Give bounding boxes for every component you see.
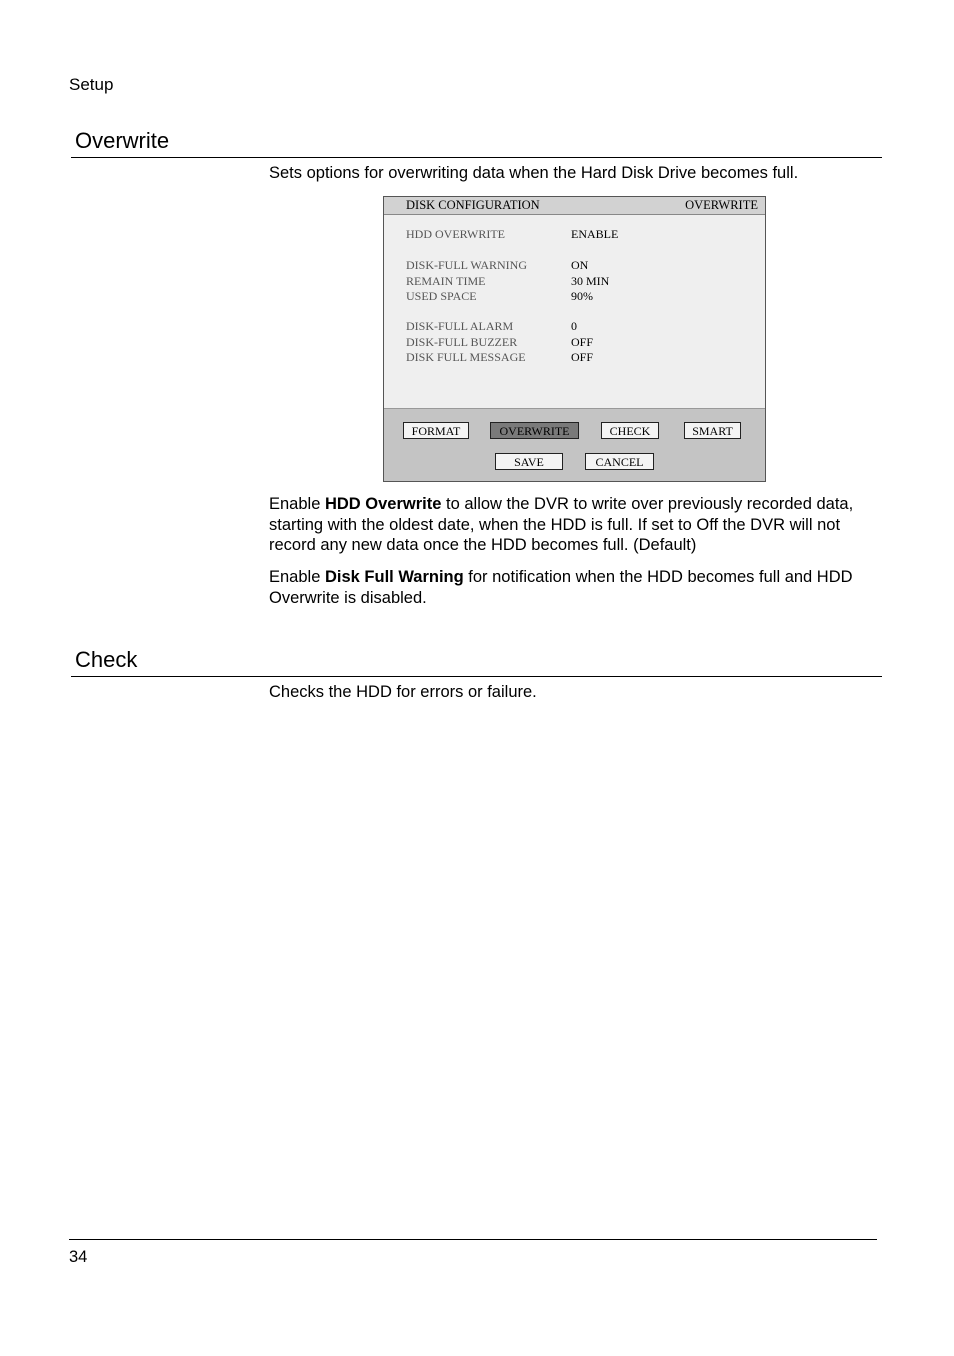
setting-value[interactable]: OFF	[571, 350, 594, 364]
setting-label: DISK-FULL WARNING	[406, 258, 527, 272]
text-prefix: Enable	[269, 568, 325, 586]
term-disk-full-warning: Disk Full Warning	[324, 568, 464, 586]
check-button[interactable]: CHECK	[601, 422, 659, 439]
text-prefix: Enable	[269, 495, 325, 513]
cancel-button[interactable]: CANCEL	[585, 453, 654, 470]
setting-label: DISK FULL MESSAGE	[406, 350, 526, 364]
term-hdd-overwrite: HDD Overwrite	[324, 495, 442, 513]
text-body: to allow the DVR to write over previously recorded data, starting with the oldest date, when the HDD is full. If set to Off the DVR will not record any new data once the HDD becomes full. (Default)	[269, 495, 854, 554]
smart-button[interactable]: SMART	[684, 422, 741, 439]
disk-configuration-screen	[383, 196, 766, 482]
text-body: for notification when the HDD becomes full and HDD Overwrite is disabled.	[269, 568, 853, 607]
footer-rule	[69, 1239, 877, 1240]
setting-value[interactable]: 0	[571, 319, 577, 333]
setting-label: DISK-FULL BUZZER	[406, 334, 518, 349]
setting-label: REMAIN TIME	[406, 273, 486, 288]
screen-subtitle: OVERWRITE	[685, 198, 758, 212]
screen-title: DISK CONFIGURATION	[406, 198, 540, 212]
check-intro: Checks the HDD for errors or failure.	[269, 683, 537, 701]
screen-button-bar	[384, 408, 765, 481]
setting-value[interactable]: 30 MIN	[571, 273, 610, 288]
setting-label: HDD OVERWRITE	[406, 227, 505, 241]
setting-label: USED SPACE	[406, 289, 477, 303]
section-rule	[71, 676, 882, 677]
format-button[interactable]: FORMAT	[403, 422, 469, 439]
setting-value[interactable]: ENABLE	[571, 227, 619, 241]
overwrite-description-2	[269, 567, 884, 608]
setting-label: DISK-FULL ALARM	[406, 319, 514, 333]
section-title-check: Check	[75, 647, 138, 672]
section-title-overwrite: Overwrite	[75, 128, 170, 153]
overwrite-button[interactable]: OVERWRITE	[490, 422, 579, 439]
page-number: 34	[69, 1248, 88, 1266]
overwrite-intro: Sets options for overwriting data when the Hard Disk Drive becomes full.	[269, 164, 799, 182]
setting-value[interactable]: ON	[571, 258, 589, 272]
running-header: Setup	[69, 75, 114, 94]
section-rule	[71, 157, 882, 158]
screen-title-bar	[384, 197, 765, 215]
save-button[interactable]: SAVE	[495, 453, 563, 470]
setting-value[interactable]: OFF	[571, 334, 594, 349]
overwrite-description-1	[269, 494, 884, 556]
setting-value[interactable]: 90%	[571, 289, 593, 303]
